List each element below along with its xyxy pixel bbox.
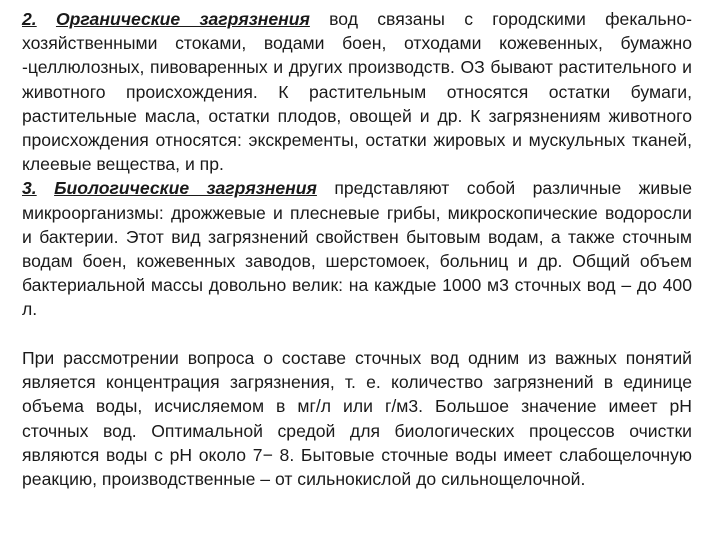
biological-pollution-term: Биологические загрязнения xyxy=(54,178,317,199)
organic-pollution-term: Органические загрязнения xyxy=(55,9,310,29)
organic-pollution-number: 2. xyxy=(22,9,37,29)
concentration-block xyxy=(22,346,692,491)
organic-pollution-paragraph xyxy=(22,7,692,176)
pollution-types-block xyxy=(22,7,692,322)
biological-pollution-text: представляют собой различные живые микроорганизмы: дрожжевые и плесневые грибы, микроскопические водоросли и бактерии. Этот вид загрязнений свойствен бытовым водам, а также сточным водам боен, кожевенных заводов, шерстомоек, больниц и др. Общий объем бактериальной массы довольно велик: на каждые 1000 м3 сточных вод – до 400 л. xyxy=(22,178,693,320)
biological-pollution-paragraph xyxy=(22,176,692,321)
concentration-paragraph: При рассмотрении вопроса о составе сточных вод одним из важных понятий является концентрация загрязнения, т. е. количество загрязнений в единице объема воды, исчисляемом в мг/л или г/м3. Большое значение имеет рН сточных вод. Оптимальной средой для биологических процессов очистки являются воды с рН около 7− 8. Бытовые сточные воды имеет слабощелочную реакцию, производственные – от сильнокислой до сильнощелочной. xyxy=(22,348,692,490)
organic-pollution-text: вод связаны с городскими фекально-хозяйственными стоками, водами боен, отходами кожевенных, бумажно -целлюлозных, пивоваренных и других производств. ОЗ бывают растительного и животного происхождения. К растительным относятся остатки бумаги, растительные масла, остатки плодов, овощей и др. К загрязнениям животного происхождения относятся: экскременты, остатки жировых и мускульных тканей, клеевые вещества, и пр. xyxy=(22,9,692,175)
biological-pollution-number: 3. xyxy=(22,178,37,199)
